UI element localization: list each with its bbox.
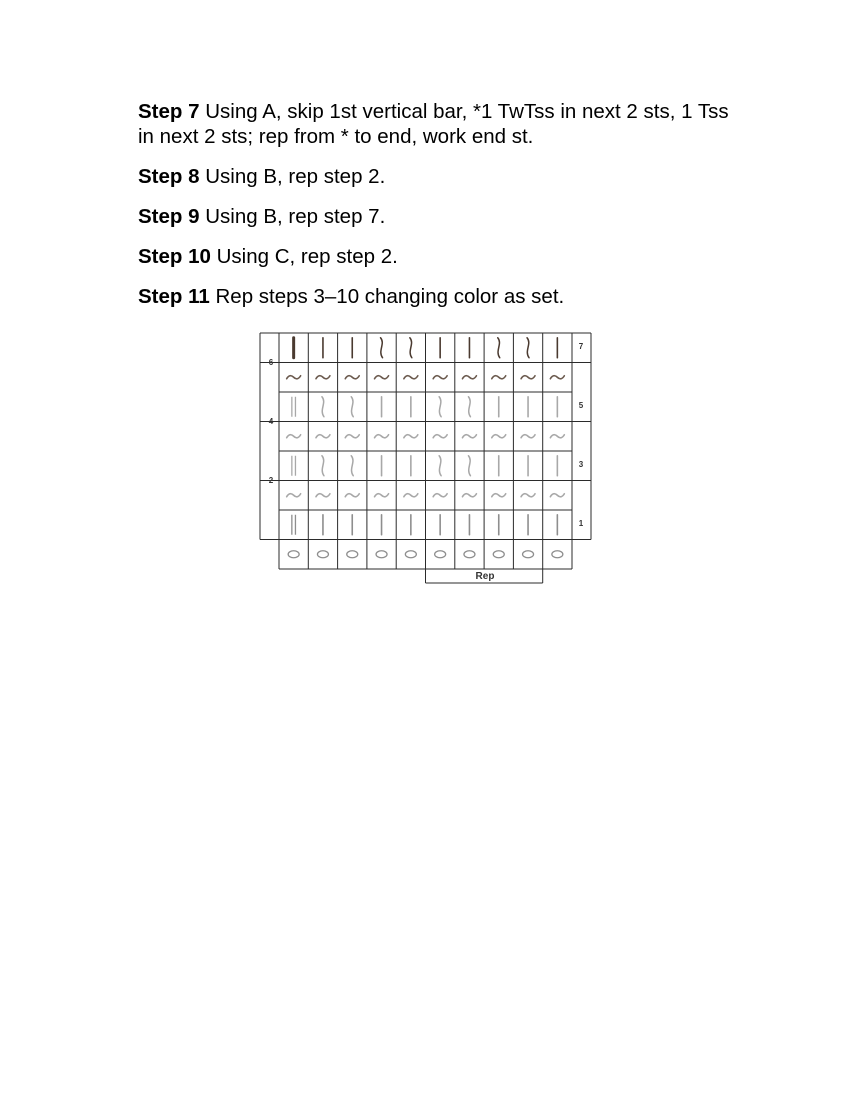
tilde-symbol — [375, 494, 389, 497]
tilde-symbol — [521, 494, 535, 497]
tilde-symbol — [375, 376, 389, 379]
twist-symbol — [381, 338, 383, 358]
row-number-5: 5 — [578, 401, 584, 410]
step-7 — [138, 99, 750, 149]
tilde-symbol — [404, 494, 418, 497]
twist-symbol — [468, 397, 470, 417]
oval-symbol — [435, 551, 446, 558]
oval-symbol — [288, 551, 299, 558]
twist-symbol — [468, 456, 470, 476]
tilde-symbol — [316, 494, 330, 497]
twist-symbol — [498, 338, 500, 358]
row-number-7: 7 — [578, 342, 584, 351]
step-label: Step 7 — [138, 100, 200, 123]
oval-symbol — [405, 551, 416, 558]
row-number-6: 6 — [268, 358, 274, 367]
step-text: Using C, rep step 2. — [210, 245, 398, 268]
tilde-symbol — [433, 494, 447, 497]
twist-symbol — [351, 456, 353, 476]
oval-symbol — [493, 551, 504, 558]
step-label: Step 8 — [138, 165, 200, 188]
twist-symbol — [322, 456, 324, 476]
tilde-symbol — [287, 435, 301, 438]
tilde-symbol — [521, 376, 535, 379]
twist-symbol — [439, 397, 441, 417]
tilde-symbol — [345, 435, 359, 438]
tilde-symbol — [462, 494, 476, 497]
chart-grid — [260, 333, 591, 583]
tilde-symbol — [316, 376, 330, 379]
tilde-symbol — [462, 435, 476, 438]
twist-symbol — [527, 338, 529, 358]
oval-symbol — [464, 551, 475, 558]
oval-symbol — [376, 551, 387, 558]
tilde-symbol — [433, 435, 447, 438]
tilde-symbol — [492, 376, 506, 379]
step-label: Step 9 — [138, 205, 200, 228]
rep-label: Rep — [475, 571, 495, 582]
stitch-chart — [255, 328, 597, 588]
tilde-symbol — [404, 435, 418, 438]
oval-symbol — [347, 551, 358, 558]
tilde-symbol — [345, 376, 359, 379]
tilde-symbol — [433, 376, 447, 379]
oval-symbol — [317, 551, 328, 558]
tilde-symbol — [462, 376, 476, 379]
step-8 — [138, 164, 750, 189]
row-number-2: 2 — [268, 476, 274, 485]
step-10 — [138, 244, 750, 269]
step-9 — [138, 204, 750, 229]
instructions — [138, 99, 750, 324]
tilde-symbol — [550, 494, 564, 497]
tilde-symbol — [492, 494, 506, 497]
oval-symbol — [552, 551, 563, 558]
tilde-symbol — [316, 435, 330, 438]
twist-symbol — [322, 397, 324, 417]
tilde-symbol — [492, 435, 506, 438]
row-number-4: 4 — [268, 417, 274, 426]
twist-symbol — [410, 338, 412, 358]
tilde-symbol — [550, 376, 564, 379]
step-text: Using B, rep step 2. — [199, 165, 386, 188]
oval-symbol — [523, 551, 534, 558]
step-text: Using A, skip 1st vertical bar, *1 TwTss in next 2 sts, 1 Tss in next 2 sts; rep from * to end, work end st. — [138, 100, 729, 148]
step-label: Step 10 — [138, 245, 211, 268]
step-text: Using B, rep step 7. — [199, 205, 386, 228]
tilde-symbol — [404, 376, 418, 379]
row-number-3: 3 — [578, 460, 584, 469]
tilde-symbol — [287, 376, 301, 379]
step-label: Step 11 — [138, 285, 210, 308]
tilde-symbol — [287, 494, 301, 497]
tilde-symbol — [345, 494, 359, 497]
twist-symbol — [351, 397, 353, 417]
row-number-1: 1 — [578, 519, 584, 528]
tilde-symbol — [550, 435, 564, 438]
tilde-symbol — [375, 435, 389, 438]
step-11 — [138, 284, 750, 309]
stitch-chart-svg — [255, 328, 597, 588]
tilde-symbol — [521, 435, 535, 438]
step-text: Rep steps 3–10 changing color as set. — [209, 285, 565, 308]
twist-symbol — [439, 456, 441, 476]
